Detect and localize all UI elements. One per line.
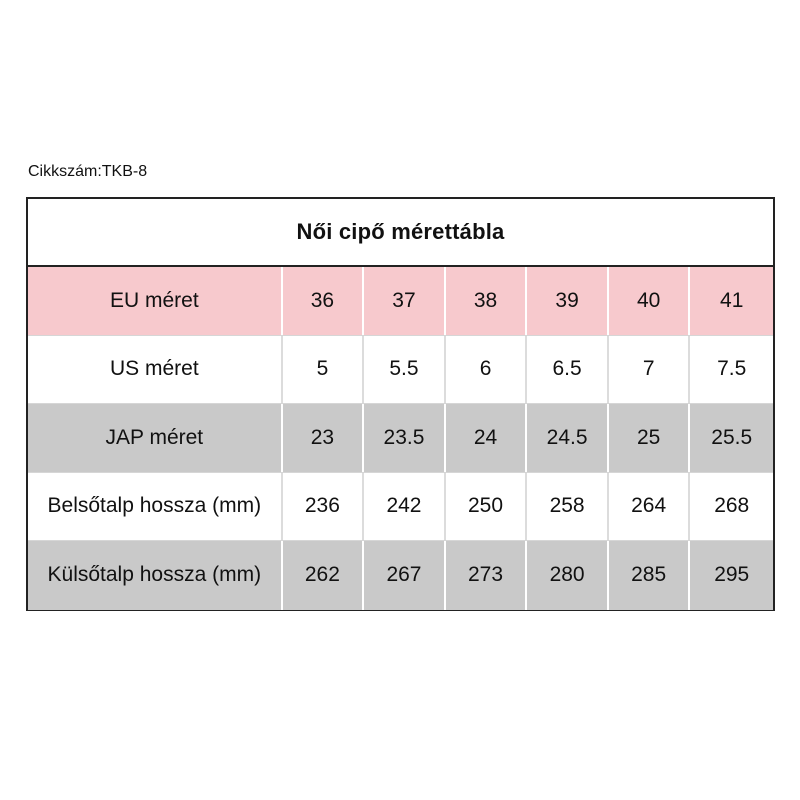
- table-cell: 268: [714, 494, 750, 518]
- table-cell: 6: [446, 336, 528, 404]
- table-cell: 295: [714, 563, 750, 587]
- table-cell: 280: [527, 541, 609, 610]
- table-cell: 242: [364, 473, 446, 541]
- table-cell: 24: [446, 404, 528, 472]
- table-cell: 264: [609, 473, 691, 541]
- sku-label: Cikkszám:TKB-8: [28, 163, 148, 180]
- row-label: JAP méret: [28, 404, 283, 472]
- table-cell: 285: [609, 541, 691, 610]
- table-cell: 24.5: [527, 404, 609, 472]
- table-cell: 25: [609, 404, 691, 472]
- table-cell: 267: [364, 541, 446, 610]
- table-cell: 40: [609, 267, 691, 335]
- us-size-row: [28, 336, 773, 405]
- table-cell: 39: [527, 267, 609, 335]
- table-cell: 7: [609, 336, 691, 404]
- jap-size-row: [28, 404, 773, 473]
- table-cell: 37: [364, 267, 446, 335]
- table-cell: 258: [527, 473, 609, 541]
- table-cell: 7.5: [717, 357, 747, 381]
- table-cell: 25.5: [711, 425, 753, 449]
- table-cell: 236: [283, 473, 365, 541]
- insole-length-row: [28, 473, 773, 542]
- table-cell: 6.5: [527, 336, 609, 404]
- table-cell: 41: [720, 288, 744, 312]
- size-chart-table: [26, 197, 775, 611]
- table-cell: 23: [283, 404, 365, 472]
- row-label: US méret: [28, 336, 283, 404]
- row-label: EU méret: [28, 267, 283, 335]
- outsole-length-row: [28, 541, 773, 610]
- table-cell: 23.5: [364, 404, 446, 472]
- table-cell: 273: [446, 541, 528, 610]
- table-title: Női cipő mérettábla: [28, 199, 773, 267]
- table-cell: 36: [283, 267, 365, 335]
- eu-size-row: [28, 267, 773, 336]
- table-cell: 262: [283, 541, 365, 610]
- table-cell: 5: [283, 336, 365, 404]
- table-cell: 5.5: [364, 336, 446, 404]
- table-cell: 38: [446, 267, 528, 335]
- row-label: Külsőtalp hossza (mm): [28, 541, 283, 610]
- row-label: Belsőtalp hossza (mm): [28, 473, 283, 541]
- table-cell: 250: [446, 473, 528, 541]
